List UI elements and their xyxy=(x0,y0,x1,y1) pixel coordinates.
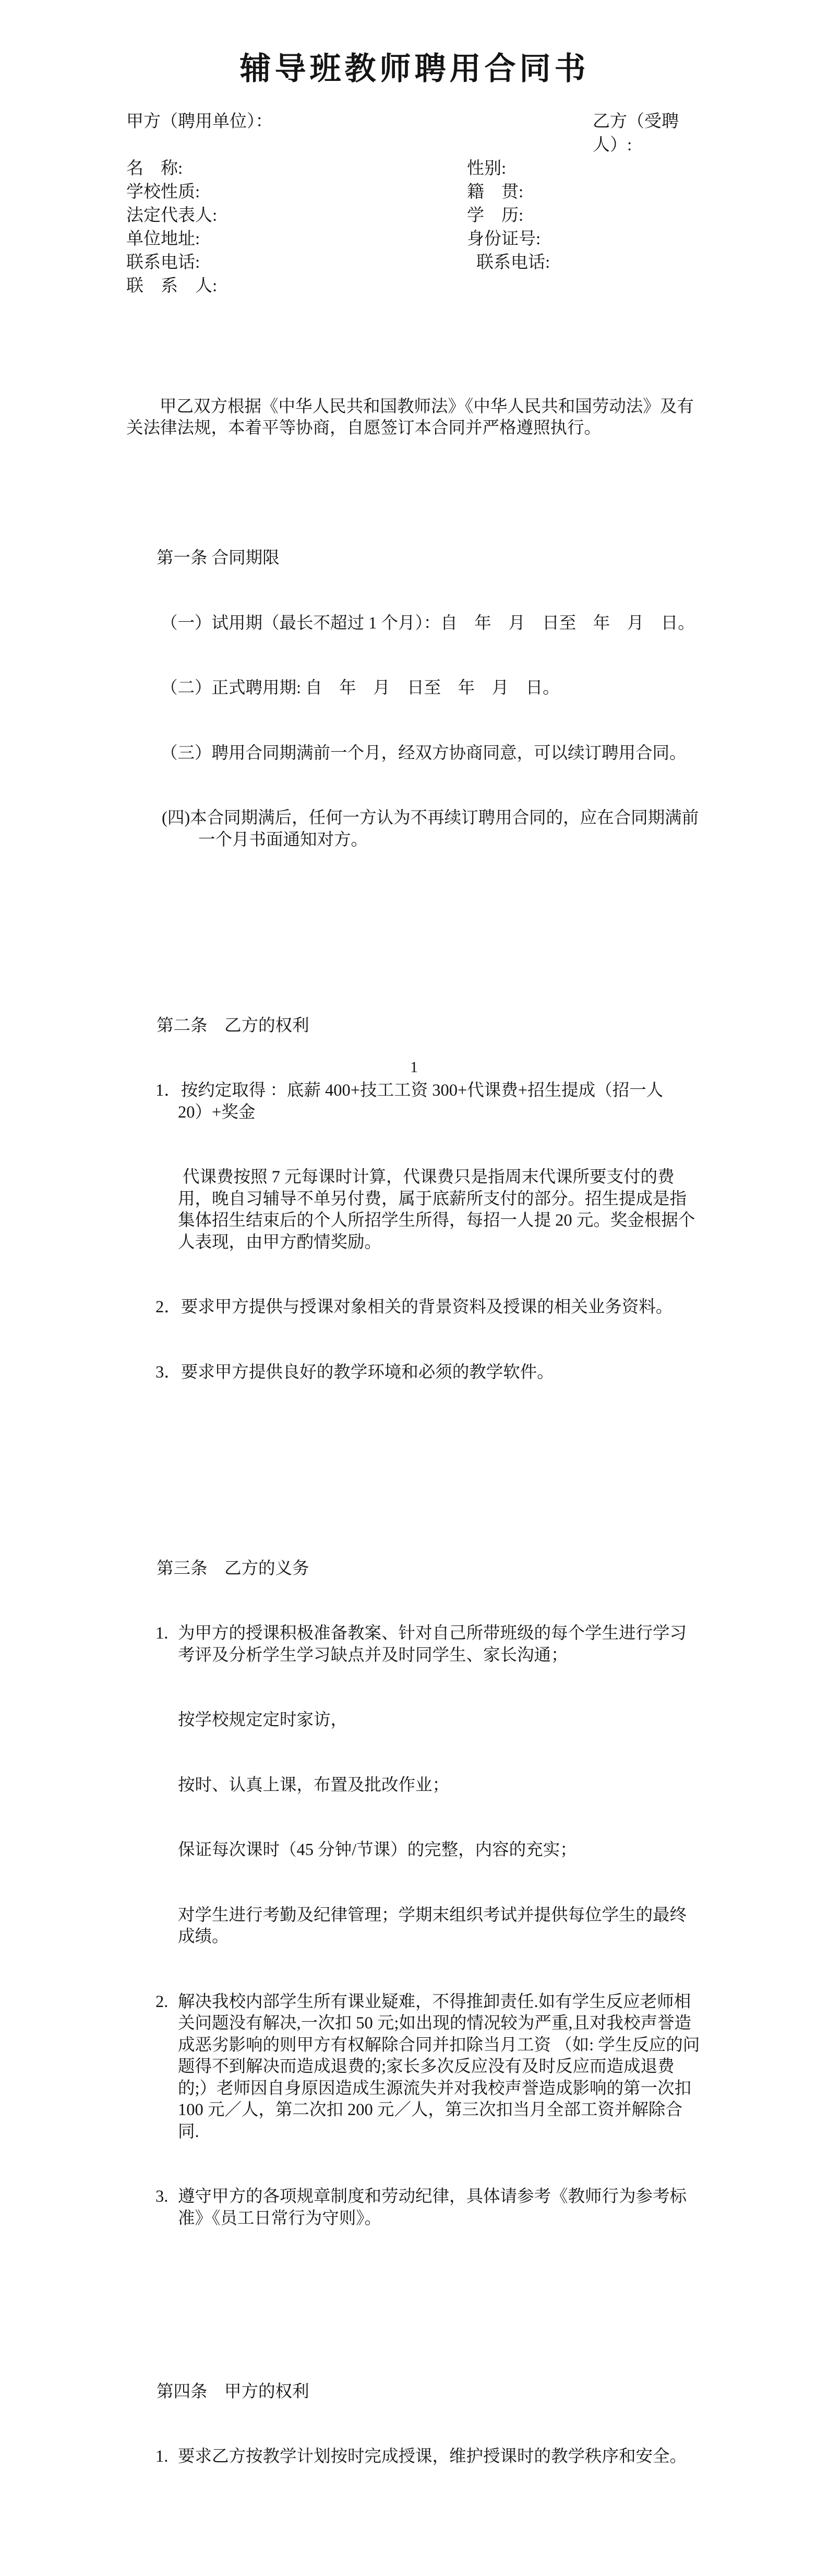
party-b-phone-label: 联系电话: xyxy=(476,253,550,272)
contract-body xyxy=(126,298,703,2576)
section-2-heading: 第二条 乙方的权利 xyxy=(157,1016,309,1035)
clause-expiry-notice: (四)本合同期满后，任何一方认为不再续订聘用合同的，应在合同期满前一个月书面通知对方。 xyxy=(162,809,699,849)
section-2-item-1-note: 代课费按照 7 元每课时计算，代课费只是指周末代课所要支付的费用，晚自习辅导不单另付费，属于底薪所支付的部分。招生提成是指集体招生结束后的个人所招学生所得，每招一人提 20 元。奖金根据个人表现，由甲方酌情奖励。 xyxy=(178,1168,695,1252)
item-text: 要求乙方按教学计划按时完成授课，维护授课时的教学秩序和安全。 xyxy=(178,2447,687,2466)
item-number: 2. xyxy=(155,1992,169,2011)
party-b-education-label: 学 历: xyxy=(467,206,524,225)
party-b-empty-cell xyxy=(467,275,703,298)
party-a-school-type-label: 学校性质: xyxy=(126,183,200,201)
clause-trial-period: （一）试用期（最长不超过 1 个月）：自 年 月 日至 年 月 日。 xyxy=(161,613,695,633)
item-number: 1． xyxy=(155,1081,181,1100)
party-row xyxy=(126,275,703,298)
section-3-item-2 xyxy=(126,1991,703,2143)
party-row xyxy=(126,228,703,251)
document-content xyxy=(126,0,703,2576)
section-4-heading: 第四条 甲方的权利 xyxy=(157,2382,309,2401)
section-1 xyxy=(126,504,703,894)
section-3-heading: 第三条 乙方的义务 xyxy=(157,1559,309,1578)
section-2 xyxy=(126,972,703,1427)
party-b-label: 乙方（受聘人）: xyxy=(593,112,679,155)
party-a-phone-label: 联系电话: xyxy=(126,253,200,272)
section-2-item-1 xyxy=(126,1080,703,1123)
section-3 xyxy=(126,1515,703,2273)
parties-block xyxy=(126,110,703,298)
section-2-item-2 xyxy=(126,1297,703,1319)
party-row xyxy=(126,181,703,204)
item-number: 3． xyxy=(155,1362,181,1382)
section-4-item-1 xyxy=(126,2446,703,2468)
party-row xyxy=(126,157,703,181)
section-3-item-1-subline: 对学生进行考勤及纪律管理；学期末组织考试并提供每位学生的最终成绩。 xyxy=(178,1905,687,1946)
item-number: 2． xyxy=(155,1298,181,1316)
clause-renewal: （三）聘用合同期满前一个月，经双方协商同意，可以续订聘用合同。 xyxy=(161,743,687,763)
party-a-contact-label: 联 系 人: xyxy=(126,277,218,295)
party-row xyxy=(126,110,703,157)
section-3-item-3 xyxy=(126,2186,703,2229)
party-a-name-label: 名 称: xyxy=(126,159,183,178)
section-3-item-1-subline: 按时、认真上课，布置及批改作业； xyxy=(178,1775,450,1795)
contract-title: 辅导班教师聘用合同书 xyxy=(239,52,590,86)
section-1-heading: 第一条 合同期限 xyxy=(157,549,280,567)
party-row xyxy=(126,251,703,275)
party-b-gender-label: 性别: xyxy=(467,159,507,178)
preamble-paragraph: 甲乙双方根据《中华人民共和国教师法》《中华人民共和国劳动法》及有关法律法规，本着平等协商，自愿签订本合同并严格遵照执行。 xyxy=(126,397,694,437)
item-text: 按约定取得 ：底薪 400+技工工资 300+代课费+招生提成（招一人 20）+奖金 xyxy=(178,1081,668,1122)
party-a-legal-rep-label: 法定代表人: xyxy=(126,206,218,225)
party-b-native-place-label: 籍 贯: xyxy=(467,183,524,201)
clause-formal-period: （二）正式聘用期: 自 年 月 日至 年 月 日。 xyxy=(161,679,560,697)
item-number: 1. xyxy=(155,1624,169,1643)
item-number: 3. xyxy=(155,2187,169,2206)
section-2-item-3 xyxy=(126,1362,703,1384)
item-text: 要求甲方提供与授课对象相关的背景资料及授课的相关业务资料。 xyxy=(181,1298,673,1316)
item-number: 1. xyxy=(155,2447,169,2466)
section-3-item-1-subline: 按学校规定定时家访， xyxy=(178,1711,348,1729)
item-text: 为甲方的授课积极准备教案、针对自己所带班级的每个学生进行学习考评及分析学生学习缺点并及时同学生、家长沟通； xyxy=(178,1624,687,1665)
party-row xyxy=(126,204,703,228)
item-text: 解决我校内部学生所有课业疑难，不得推卸责任.如有学生反应老师相关问题没有解决,一次扣 50 元;如出现的情况较为严重,且对我校声誉造成恶劣影响的则甲方有权解除合同并扣除当月工资 （如: 学生反应的问题得不到解决而造成退费的;家长多次反应没有及时反应而造成退费的;）老师因自身原因造成生源流失并对我校声誉造成影响的第一次扣 100 元／人，第二次扣 200 元／人，第三次扣当月全部工资并解除合同. xyxy=(178,1992,700,2141)
section-3-item-1 xyxy=(126,1623,703,1666)
item-text: 要求甲方提供良好的教学环境和必须的教学软件。 xyxy=(181,1362,554,1382)
party-a-address-label: 单位地址: xyxy=(126,230,200,248)
item-text: 遵守甲方的各项规章制度和劳动纪律，具体请参考《教师行为参考标准》《员工日常行为守则》。 xyxy=(178,2187,687,2228)
page-number: 1 xyxy=(410,1059,418,1076)
party-a-label: 甲方（聘用单位）： xyxy=(126,112,273,131)
party-b-id-number-label: 身份证号: xyxy=(467,230,541,248)
section-3-item-1-subline: 保证每次课时（45 分钟/节课）的完整，内容的充实； xyxy=(178,1841,577,1859)
section-4 xyxy=(126,2338,703,2511)
